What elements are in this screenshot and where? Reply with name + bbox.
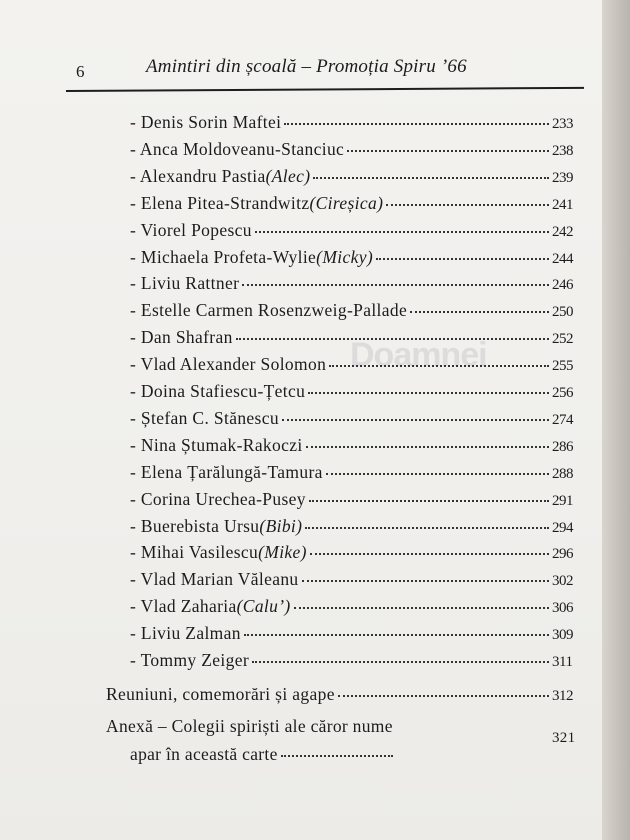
toc-entry-nickname: (Mike) (258, 542, 307, 563)
toc-entry-nickname: (Alec) (265, 165, 311, 186)
toc-entry-name: - Nina Ștumak-Rakoczi (130, 434, 303, 455)
toc-page-number: 238 (552, 142, 573, 159)
toc-entry[interactable] (130, 166, 578, 187)
leader-dots (326, 473, 549, 475)
toc-entry[interactable] (130, 623, 578, 644)
toc-entry-name: - Vlad Zaharia (130, 596, 237, 617)
toc-entry[interactable] (130, 516, 578, 537)
toc-section-title-line1: Anexă – Colegii spiriști ale căror nume (106, 716, 393, 736)
page-number: 6 (76, 62, 85, 81)
toc-entry-name: - Liviu Zalman (130, 623, 241, 644)
toc-page-number: 306 (552, 600, 573, 617)
toc-page-number: 311 (552, 654, 573, 670)
toc-entry[interactable] (130, 220, 578, 241)
watermark-logo: Doamnei (350, 336, 487, 374)
toc-entry[interactable] (130, 300, 578, 321)
leader-dots (410, 311, 549, 313)
toc-section-annex[interactable] (106, 716, 578, 776)
toc-page-number: 291 (552, 492, 573, 509)
toc-entry[interactable] (130, 650, 578, 671)
leader-dots (308, 392, 549, 394)
leader-dots (386, 204, 549, 206)
toc-page-number: 242 (552, 223, 573, 240)
leader-dots (338, 695, 549, 697)
toc-page-number: 255 (552, 358, 573, 375)
toc-entry[interactable] (130, 569, 578, 590)
running-title: Amintiri din școală – Promoția Spiru ’66 (146, 56, 467, 77)
leader-dots (329, 365, 549, 367)
toc-entry[interactable] (130, 112, 578, 133)
toc-page-number: 321 (552, 730, 576, 746)
toc-page-number: 294 (552, 519, 573, 536)
leader-dots (302, 580, 549, 582)
toc-page-number: 256 (552, 385, 573, 401)
toc-page-number: 296 (552, 546, 573, 563)
toc-page-number: 239 (552, 169, 573, 186)
toc-entry-name: - Denis Sorin Maftei (130, 112, 282, 132)
toc-entry-name: - Michaela Profeta-Wylie (130, 246, 317, 267)
toc-entry-name: - Alexandru Pastia (130, 165, 266, 186)
toc-section-reunions[interactable] (106, 684, 578, 705)
toc-entry-name: - Dan Shafran (130, 327, 233, 348)
toc-entry-name: - Buerebista Ursu (130, 515, 260, 536)
toc-entry[interactable] (130, 542, 578, 563)
toc-entry-name: - Anca Moldoveanu-Stanciuc (130, 138, 345, 159)
toc-entry-name: - Viorel Popescu (130, 219, 252, 240)
toc-entry[interactable] (130, 596, 578, 617)
toc-page-number: 288 (552, 465, 573, 482)
toc-entry-nickname: (Cireșica) (309, 192, 384, 213)
leader-dots (281, 755, 393, 757)
book-spine-shadow (602, 0, 630, 840)
toc-entry-nickname: (Bibi) (259, 515, 303, 536)
toc-page-number: 309 (552, 627, 573, 644)
toc-entry-name: - Ștefan C. Stănescu (130, 407, 279, 428)
toc-entry[interactable] (130, 273, 578, 294)
toc-section-title-line2 (130, 744, 396, 765)
toc-entry-name: - Liviu Rattner (130, 273, 240, 294)
toc-entry-name: - Tommy Zeiger (130, 650, 250, 670)
toc-page-number: 302 (552, 573, 573, 590)
toc-entry-name: - Doina Stafiescu-Țetcu (130, 381, 306, 401)
toc-entry[interactable] (130, 462, 578, 483)
toc-page-number: 252 (552, 331, 573, 348)
leader-dots (310, 553, 549, 555)
toc-entry[interactable] (130, 381, 578, 402)
toc-entry[interactable] (130, 408, 578, 429)
toc-entry[interactable] (130, 139, 578, 160)
toc-section-title-line2-text: apar în această carte (130, 744, 278, 764)
leader-dots (282, 419, 549, 421)
leader-dots (244, 634, 549, 636)
toc-entry-name: - Vlad Alexander Solomon (130, 354, 327, 375)
toc-section-title: Reuniuni, comemorări și agape (106, 684, 335, 704)
toc-page-number: 241 (552, 196, 573, 213)
leader-dots (347, 150, 549, 152)
toc-entry-name: - Elena Pitea-Strandwitz (130, 192, 310, 213)
leader-dots (313, 177, 549, 179)
leader-dots (294, 607, 549, 609)
toc-page-number: 274 (552, 411, 573, 428)
toc-entry-nickname: (Micky) (316, 246, 374, 267)
toc-entry[interactable] (130, 193, 578, 214)
toc-entry-name: - Vlad Marian Văleanu (130, 569, 299, 590)
toc-entry-name: - Corina Urechea-Pusey (130, 488, 306, 509)
leader-dots (306, 446, 549, 448)
toc-page-number: 233 (552, 116, 573, 132)
toc-entry-name: - Elena Țarălungă-Tamura (130, 461, 323, 482)
toc-page-number: 244 (552, 250, 573, 267)
leader-dots (309, 500, 549, 502)
toc-entry[interactable] (130, 435, 578, 456)
toc-page-number: 246 (552, 277, 573, 294)
toc-entry-name: - Estelle Carmen Rosenzweig-Pallade (130, 300, 408, 321)
toc-entry-nickname: (Calu’) (236, 596, 291, 617)
toc-entry[interactable] (130, 354, 578, 375)
leader-dots (252, 661, 549, 663)
toc-page-number: 250 (552, 304, 573, 321)
leader-dots (284, 123, 549, 125)
toc-entry[interactable] (130, 247, 578, 268)
toc-entry[interactable] (130, 327, 578, 348)
leader-dots (236, 338, 549, 340)
toc-entry-name: - Mihai Vasilescu (130, 542, 259, 563)
leader-dots (376, 258, 549, 260)
toc-entry[interactable] (130, 489, 578, 510)
toc-page-number: 312 (552, 688, 573, 704)
leader-dots (305, 527, 549, 529)
toc-page-number: 286 (552, 438, 573, 455)
leader-dots (242, 284, 549, 286)
leader-dots (255, 231, 549, 233)
